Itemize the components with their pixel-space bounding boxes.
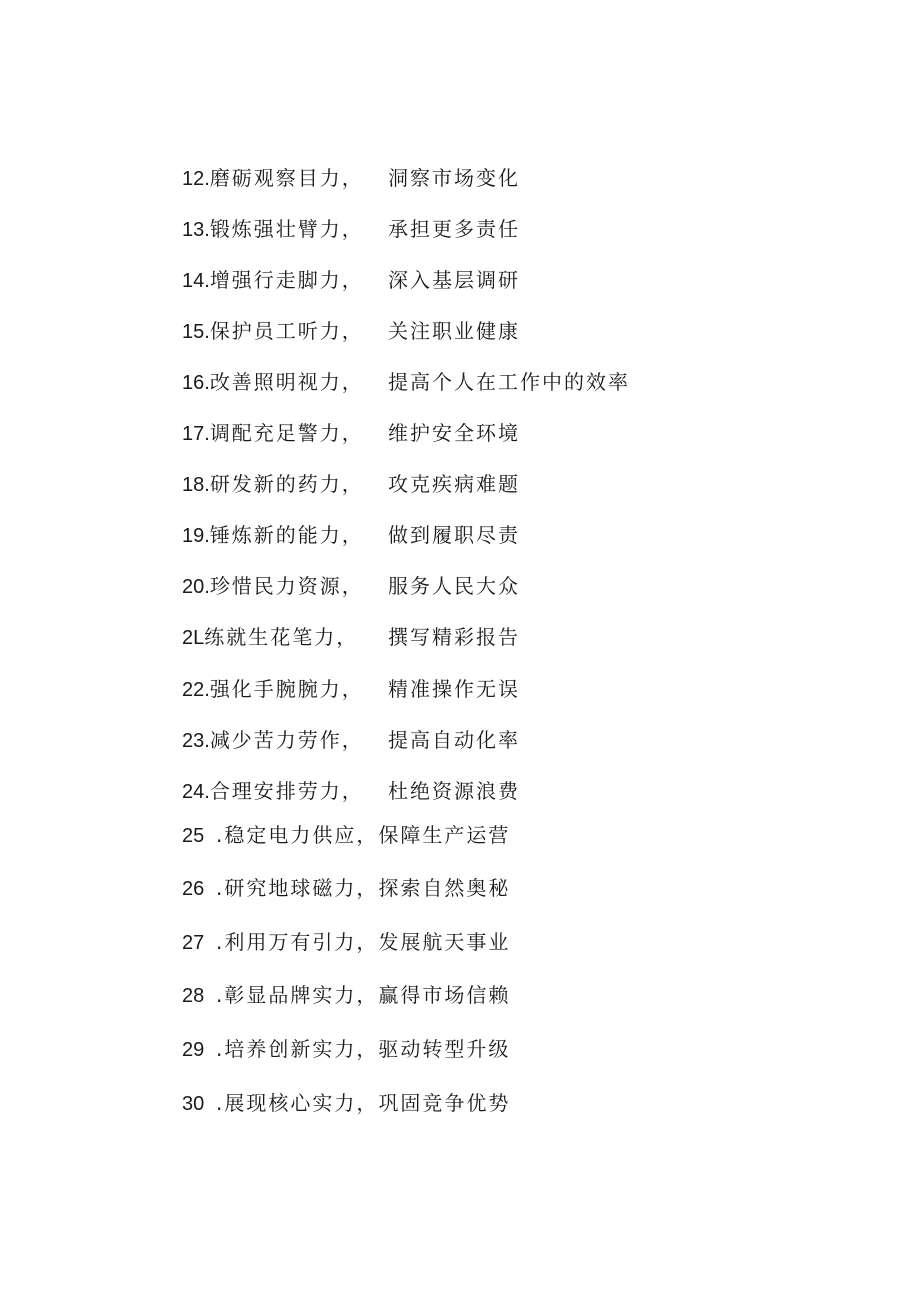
item-number: 29 [182, 1039, 205, 1061]
item-first-phrase: 锤炼新的能力， [209, 523, 364, 547]
item-text: .培养创新实力，驱动转型升级 [216, 1037, 511, 1061]
item-number: 12. [182, 168, 210, 190]
item-first-phrase: 合理安排劳力， [209, 779, 364, 803]
list-item [182, 265, 520, 295]
item-text: .研究地球磁力，探索自然奥秘 [216, 876, 511, 900]
item-second-phrase: 精准操作无误 [388, 677, 520, 701]
list-item [182, 725, 520, 755]
item-number: 17. [182, 423, 210, 445]
list-item [182, 820, 510, 850]
list-item [182, 927, 510, 957]
item-text: .稳定电力供应，保障生产运营 [216, 823, 511, 847]
item-second-phrase: 洞察市场变化 [388, 166, 520, 190]
item-first-phrase: 改善照明视力， [209, 370, 364, 394]
list-item [182, 214, 520, 244]
item-number: 28 [182, 985, 205, 1007]
item-second-phrase: 关注职业健康 [388, 319, 520, 343]
item-text: .利用万有引力，发展航天事业 [216, 930, 511, 954]
item-second-phrase: 承担更多责任 [388, 217, 520, 241]
item-first-phrase: 强化手腕腕力， [209, 677, 364, 701]
item-second-phrase: 杜绝资源浪费 [388, 779, 520, 803]
item-number: 23. [182, 730, 210, 752]
item-first-phrase: 珍惜民力资源， [209, 574, 364, 598]
list-item [182, 367, 630, 397]
list-item [182, 1034, 510, 1064]
item-number: 13. [182, 219, 210, 241]
item-first-phrase: 练就生花笔力， [204, 625, 359, 649]
item-second-phrase: 攻克疾病难题 [388, 472, 520, 496]
item-first-phrase: 锻炼强壮臂力， [209, 217, 364, 241]
list-item [182, 980, 510, 1010]
list-item [182, 571, 520, 601]
item-first-phrase: 磨砺观察目力， [209, 166, 364, 190]
item-first-phrase: 调配充足警力， [209, 421, 364, 445]
list-item [182, 622, 520, 652]
list-item [182, 469, 520, 499]
item-second-phrase: 维护安全环境 [388, 421, 520, 445]
list-item [182, 873, 510, 903]
item-number: 24. [182, 781, 210, 803]
item-number: 25 [182, 825, 205, 847]
item-number: 22. [182, 679, 210, 701]
item-number: 27 [182, 932, 205, 954]
list-item [182, 316, 520, 346]
item-second-phrase: 服务人民大众 [388, 574, 520, 598]
item-number: 14. [182, 270, 210, 292]
list-item [182, 1088, 510, 1118]
item-number: 16. [182, 372, 210, 394]
item-second-phrase: 做到履职尽责 [388, 523, 520, 547]
list-item [182, 520, 520, 550]
item-first-phrase: 保护员工听力， [209, 319, 364, 343]
item-second-phrase: 提高个人在工作中的效率 [388, 370, 630, 394]
list-item [182, 776, 520, 806]
item-first-phrase: 研发新的药力， [209, 472, 364, 496]
item-second-phrase: 深入基层调研 [388, 268, 520, 292]
list-item [182, 418, 520, 448]
item-first-phrase: 增强行走脚力， [209, 268, 364, 292]
item-number: 18. [182, 474, 210, 496]
item-number: 19. [182, 525, 210, 547]
item-text: .彰显品牌实力，赢得市场信赖 [216, 983, 511, 1007]
item-number: 20. [182, 576, 210, 598]
item-number: 30 [182, 1093, 205, 1115]
list-item [182, 674, 520, 704]
item-number: 2L [182, 627, 205, 649]
item-second-phrase: 撰写精彩报告 [388, 625, 520, 649]
item-number: 15. [182, 321, 210, 343]
item-number: 26 [182, 878, 205, 900]
item-second-phrase: 提高自动化率 [388, 728, 520, 752]
item-text: .展现核心实力，巩固竞争优势 [216, 1091, 511, 1115]
item-first-phrase: 减少苦力劳作， [209, 728, 364, 752]
list-item [182, 163, 520, 193]
